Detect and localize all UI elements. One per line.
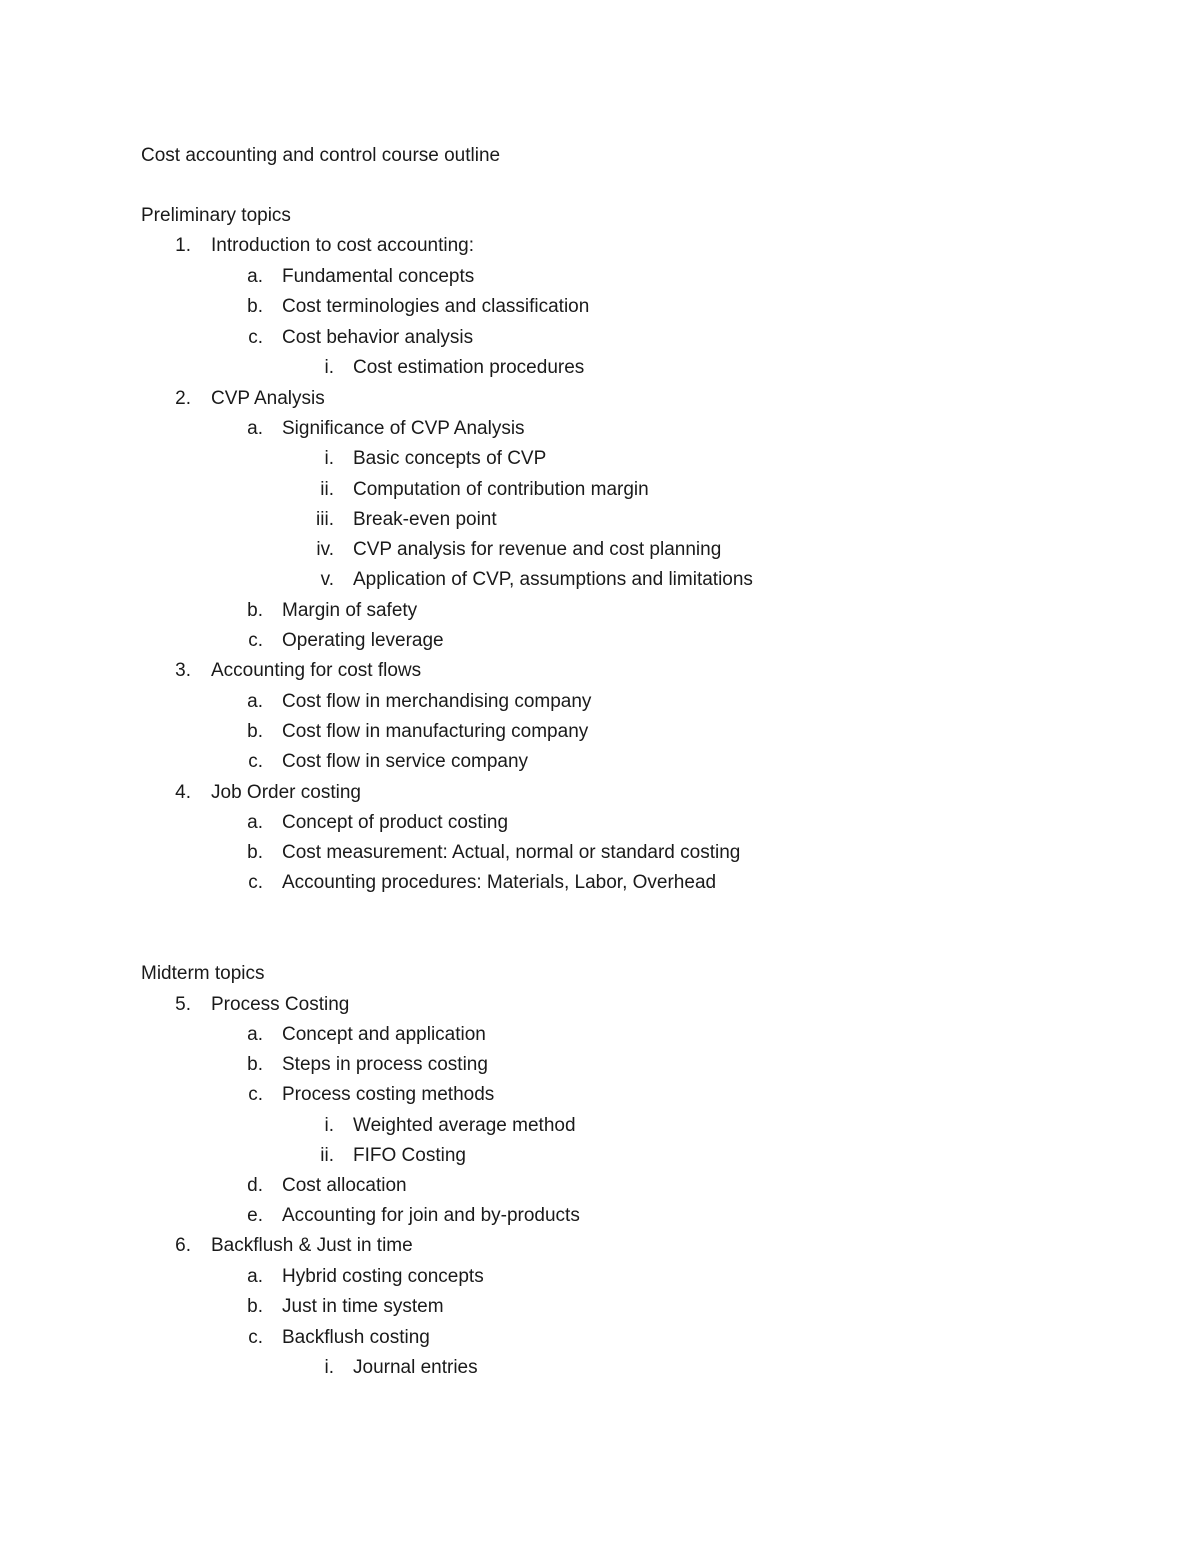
- list-marker: c.: [248, 327, 263, 348]
- list-item-text: Concept of product costing: [282, 812, 509, 833]
- list-item-text: CVP analysis for revenue and cost planning: [353, 539, 722, 560]
- list-item-text: Application of CVP, assumptions and limitations: [353, 569, 753, 590]
- list-item-text: Concept and application: [282, 1024, 486, 1045]
- list-item-text: Accounting procedures: Materials, Labor, Overhead: [282, 872, 717, 893]
- list-item-text: Job Order costing: [211, 782, 361, 803]
- list-marker: a.: [247, 418, 263, 439]
- list-item-text: Steps in process costing: [282, 1054, 488, 1075]
- list-marker: v.: [320, 569, 334, 590]
- list-item-text: Introduction to cost accounting:: [211, 235, 474, 256]
- list-item-text: Journal entries: [353, 1357, 478, 1378]
- list-item-text: Weighted average method: [353, 1115, 576, 1136]
- list-item-text: Cost estimation procedures: [353, 357, 585, 378]
- section-heading-midterm: Midterm topics: [141, 963, 265, 984]
- list-marker: ii.: [320, 1145, 334, 1166]
- list-marker: b.: [247, 296, 263, 317]
- list-item-text: Cost flow in service company: [282, 751, 529, 772]
- list-marker: b.: [247, 721, 263, 742]
- list-item-text: Cost measurement: Actual, normal or standard costing: [282, 842, 741, 863]
- list-marker: 5.: [175, 994, 191, 1015]
- section-heading-preliminary: Preliminary topics: [141, 205, 291, 226]
- list-item-text: Significance of CVP Analysis: [282, 418, 525, 439]
- list-marker: 6.: [175, 1235, 191, 1256]
- list-item-text: Cost flow in merchandising company: [282, 691, 592, 712]
- list-marker: c.: [248, 630, 263, 651]
- list-item-text: Margin of safety: [282, 600, 418, 621]
- list-marker: c.: [248, 751, 263, 772]
- list-marker: c.: [248, 1327, 263, 1348]
- list-marker: b.: [247, 1054, 263, 1075]
- list-marker: a.: [247, 1024, 263, 1045]
- list-item-text: Process Costing: [211, 994, 350, 1015]
- list-item-text: Cost allocation: [282, 1175, 407, 1196]
- list-marker: i.: [324, 357, 334, 378]
- list-marker: 1.: [175, 235, 191, 256]
- list-marker: i.: [324, 448, 334, 469]
- list-marker: ii.: [320, 479, 334, 500]
- list-marker: 3.: [175, 660, 191, 681]
- list-marker: iii.: [316, 509, 334, 530]
- list-marker: c.: [248, 1084, 263, 1105]
- list-item-text: Cost behavior analysis: [282, 327, 474, 348]
- list-marker: b.: [247, 600, 263, 621]
- list-marker: 4.: [175, 782, 191, 803]
- list-item-text: Accounting for join and by-products: [282, 1205, 580, 1226]
- list-marker: 2.: [175, 388, 191, 409]
- list-item-text: Cost flow in manufacturing company: [282, 721, 589, 742]
- list-item-text: Backflush & Just in time: [211, 1235, 413, 1256]
- list-marker: e.: [247, 1205, 263, 1226]
- list-item-text: Fundamental concepts: [282, 266, 475, 287]
- list-item-text: Basic concepts of CVP: [353, 448, 547, 469]
- list-marker: iv.: [316, 539, 334, 560]
- list-marker: a.: [247, 812, 263, 833]
- list-item-text: Break-even point: [353, 509, 497, 530]
- list-item-text: Operating leverage: [282, 630, 444, 651]
- list-item-text: Hybrid costing concepts: [282, 1266, 484, 1287]
- list-marker: i.: [324, 1357, 334, 1378]
- list-item-text: CVP Analysis: [211, 388, 325, 409]
- list-marker: b.: [247, 1296, 263, 1317]
- list-item-text: Backflush costing: [282, 1327, 430, 1348]
- list-marker: c.: [248, 872, 263, 893]
- list-item-text: Just in time system: [282, 1296, 444, 1317]
- list-item-text: Process costing methods: [282, 1084, 495, 1105]
- list-marker: a.: [247, 266, 263, 287]
- list-marker: i.: [324, 1115, 334, 1136]
- list-item-text: Computation of contribution margin: [353, 479, 649, 500]
- list-marker: a.: [247, 691, 263, 712]
- list-marker: a.: [247, 1266, 263, 1287]
- list-marker: b.: [247, 842, 263, 863]
- document-title: Cost accounting and control course outline: [141, 145, 501, 166]
- list-item-text: Accounting for cost flows: [211, 660, 422, 681]
- list-item-text: Cost terminologies and classification: [282, 296, 590, 317]
- list-item-text: FIFO Costing: [353, 1145, 466, 1166]
- list-marker: d.: [247, 1175, 263, 1196]
